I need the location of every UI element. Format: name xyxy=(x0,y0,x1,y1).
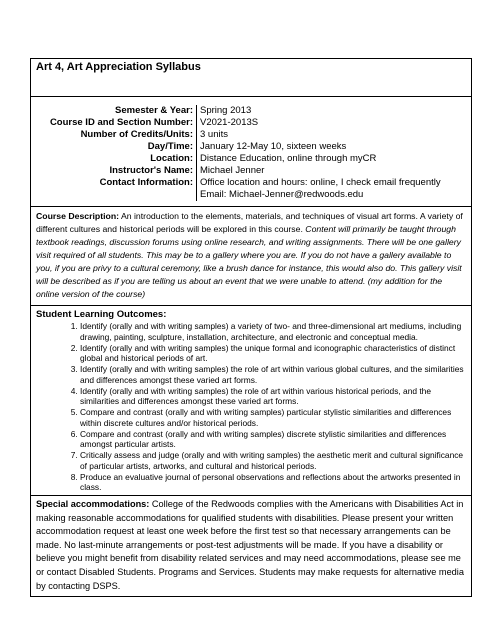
special-accommodations xyxy=(31,496,471,596)
info-row xyxy=(31,105,471,117)
info-label: Semester & Year: xyxy=(31,105,197,117)
list-item: 4. Identify (orally and with writing samples) the role of art within various historical periods, and the similarities and differences amongst these varied art forms. xyxy=(80,386,466,407)
info-row xyxy=(31,165,471,177)
list-item: 5. Compare and contrast (orally and with writing samples) particular stylistic similarities and differences within discrete cultures and/or historical periods. xyxy=(80,407,466,428)
list-item: 2. Identify (orally and with writing samples) the unique formal and iconographic characteristics of distinct global and historical periods of art. xyxy=(80,343,466,364)
info-row xyxy=(31,129,471,141)
list-item: 6. Compare and contrast (orally and with writing samples) discrete stylistic similarities and differences amongst particular artists. xyxy=(80,429,466,450)
info-row xyxy=(31,177,471,201)
learning-outcomes xyxy=(31,306,471,496)
list-item: 1. Identify (orally and with writing samples) a variety of two- and three-dimensional art mediums, including drawing, painting, sculpture, installation, architecture, and electronic and conceptual media. xyxy=(80,321,466,342)
email-text[interactable]: Email: Michael-Jenner@redwoods.edu xyxy=(200,189,364,200)
info-label: Course ID and Section Number: xyxy=(31,117,197,129)
course-description-text: An introduction to the elements, materials, and techniques of visual art forms. A variety of different cultures and historical periods will be explored in this course. xyxy=(36,211,463,234)
course-description-addition: Content will primarily be taught through textbook readings, discussion forums using online research, and writing assignments. There will be one gallery visit required of all students. This may be to a gallery where you are. If you do not have a gallery available to you, if you are privy to a cultural ceremony, like a brush dance for instance, this would also do. This gallery visit will be described as if you are telling us about an event that we were unable to attend. (my addition for the online version of the course) xyxy=(36,224,462,299)
info-value: V2021-2013S xyxy=(200,117,259,128)
special-accommodations-text: College of the Redwoods complies with the Americans with Disabilities Act in making reasonable accommodations for qualified students with disabilities. Please present your written accommodation request at least one week before the first test so that necessary arrangements can be made. No last-minute arrangements or post-test adjustments will be made. If you have a disability or believe you might benefit from disability related services and may need accommodations, please see me or contact Disabled Students. Programs and Services. Students may make requests for alternative media by contacting DSPS. xyxy=(36,499,464,591)
info-label: Number of Credits/Units: xyxy=(31,129,197,141)
info-label: Location: xyxy=(31,153,197,165)
learning-outcomes-heading: Student Learning Outcomes: xyxy=(36,309,167,320)
info-value: 3 units xyxy=(200,129,228,140)
info-row xyxy=(31,141,471,153)
page-title: Art 4, Art Appreciation Syllabus xyxy=(31,59,471,97)
syllabus-table xyxy=(30,58,472,597)
info-value: Michael Jenner xyxy=(200,165,265,176)
special-accommodations-label: Special accommodations: xyxy=(36,499,150,509)
info-label: Contact Information: xyxy=(31,177,197,201)
list-item: 3. Identify (orally and with writing samples) the role of art within various global cultures, and the similarities and differences amongst these varied art forms. xyxy=(80,364,466,385)
list-item: 8. Produce an evaluative journal of personal observations and reflections about the artworks presented in class. xyxy=(80,472,466,493)
course-description-label: Course Description: xyxy=(36,211,120,221)
list-item: 7. Critically assess and judge (orally and with writing samples) the aesthetic merit and cultural significance of particular artists, artworks, and cultural and historical periods. xyxy=(80,450,466,471)
info-value: Spring 2013 xyxy=(200,105,252,116)
office-hours-text: Office location and hours: online, I check email frequently xyxy=(200,177,441,188)
info-label: Instructor's Name: xyxy=(31,165,197,177)
info-value: Distance Education, online through myCR xyxy=(200,153,377,164)
info-value xyxy=(197,177,441,201)
info-value: January 12-May 10, sixteen weeks xyxy=(200,141,347,152)
learning-outcomes-list xyxy=(36,321,466,493)
info-row xyxy=(31,153,471,165)
course-description xyxy=(31,207,471,306)
info-row xyxy=(31,117,471,129)
course-info-block xyxy=(31,97,471,207)
info-label: Day/Time: xyxy=(31,141,197,153)
